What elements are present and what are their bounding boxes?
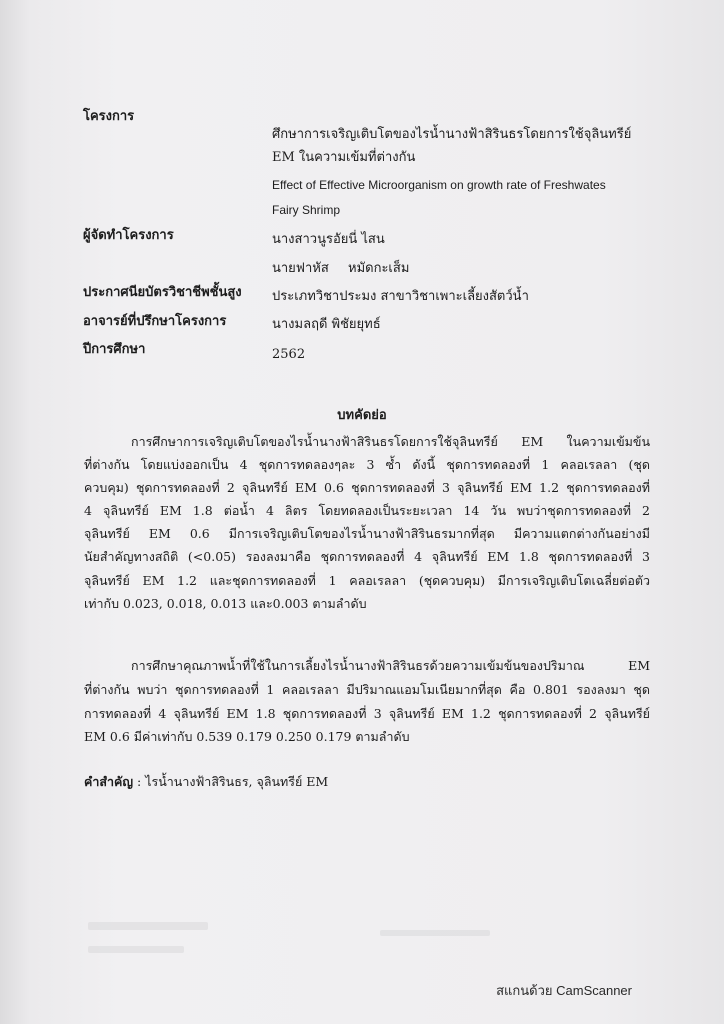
project-label: โครงการ xyxy=(83,109,135,124)
project-title-en-2: Fairy Shrimp xyxy=(272,203,341,217)
authors-label: ผู้จัดทำโครงการ xyxy=(83,228,174,243)
keywords-label: คำสำคัญ xyxy=(84,774,134,789)
abstract-p1-line: นัยสำคัญทางสถิติ (<0.05) รองลงมาคือ ชุดการทดลองที่ 4 จุลินทรีย์ EM 1.8 ชุดการทดลองที่ 3 xyxy=(84,549,650,564)
abstract-p1-line: ที่ต่างกัน โดยแบ่งออกเป็น 4 ชุดการทดลองๆละ 3 ซ้ำ ดังนี้ ชุดการทดลองที่ 1 คลอเรลลา (ชุด xyxy=(84,457,650,472)
year-label: ปีการศึกษา xyxy=(83,342,146,357)
abstract-p1-line: จุลินทรีย์ EM 0.6 มีการเจริญเติบโตของไรน้ำนางฟ้าสิรินธรมากที่สุด มีความแตกต่างกันอย่างมี xyxy=(84,526,650,541)
scan-artifact xyxy=(88,946,184,953)
certificate-value: ประเภทวิชาประมง สาขาวิชาเพาะเลี้ยงสัตว์น้ำ xyxy=(272,289,529,304)
keywords-value: : ไรน้ำนางฟ้าสิรินธร, จุลินทรีย์ EM xyxy=(137,774,329,789)
project-title-th-1: ศึกษาการเจริญเติบโตของไรน้ำนางฟ้าสิรินธรโดยการใช้จุลินทรีย์ xyxy=(272,127,632,142)
certificate-label: ประกาศนียบัตรวิชาชีพชั้นสูง xyxy=(83,285,242,300)
scan-artifact xyxy=(380,930,490,936)
year-value: 2562 xyxy=(272,347,306,362)
abstract-p2-line: การทดลองที่ 4 จุลินทรีย์ EM 1.8 ชุดการทดลองที่ 3 จุลินทรีย์ EM 1.2 ชุดการทดลองที่ 2 จุลินทรีย์ xyxy=(84,706,650,721)
keywords xyxy=(84,772,328,792)
advisor-value: นางมลฤดี พิชัยยุทธ์ xyxy=(272,317,381,332)
abstract-p1-line: จุลินทรีย์ EM 1.2 และชุดการทดลองที่ 1 คลอเรลลา (ชุดควบคุม) มีการเจริญเติบโตเฉลี่ยต่อตัว xyxy=(84,573,650,588)
author-2-last: หมัดกะเส็ม xyxy=(348,261,410,276)
author-2-first: นายฟาหัส xyxy=(272,261,329,276)
scan-artifact xyxy=(88,922,208,930)
abstract-p1-line: ควบคุม) ชุดการทดลองที่ 2 จุลินทรีย์ EM 0.6 ชุดการทดลองที่ 3 จุลินทรีย์ EM 1.2 ชุดการทดลองที่ xyxy=(84,480,650,495)
abstract-p2-line: EM 0.6 มีค่าเท่ากับ 0.539 0.179 0.250 0.179 ตามลำดับ xyxy=(84,729,410,744)
abstract-p1-line: การศึกษาการเจริญเติบโตของไรน้ำนางฟ้าสิรินธรโดยการใช้จุลินทรีย์ EM ในความเข้มข้น xyxy=(131,434,650,449)
camscanner-watermark: สแกนด้วย CamScanner xyxy=(496,983,632,998)
abstract-p2-line: การศึกษาคุณภาพน้ำที่ใช้ในการเลี้ยงไรน้ำนางฟ้าสิรินธรด้วยความเข้มข้นของปริมาณ EM xyxy=(131,658,650,673)
author-1: นางสาวนูรอัยนี่ ไสน xyxy=(272,232,385,247)
abstract-p2-line: ที่ต่างกัน พบว่า ชุดการทดลองที่ 1 คลอเรลลา มีปริมาณแอมโมเนียมากที่สุด คือ 0.801 รองลงมา ชุด xyxy=(84,682,650,697)
project-title-th-2: EM ในความเข้มที่ต่างกัน xyxy=(272,150,416,165)
abstract-p1-line: เท่ากับ 0.023, 0.018, 0.013 และ0.003 ตามลำดับ xyxy=(84,596,367,611)
advisor-label: อาจารย์ที่ปรึกษาโครงการ xyxy=(83,314,227,329)
project-title-en-1: Effect of Effective Microorganism on growth rate of Freshwates xyxy=(272,178,606,192)
abstract-heading: บทคัดย่อ xyxy=(337,408,387,423)
abstract-p1-line: 4 จุลินทรีย์ EM 1.8 ต่อน้ำ 4 ลิตร โดยทดลองเป็นระยะเวลา 14 วัน พบว่าชุดการทดลองที่ 2 xyxy=(84,503,650,518)
